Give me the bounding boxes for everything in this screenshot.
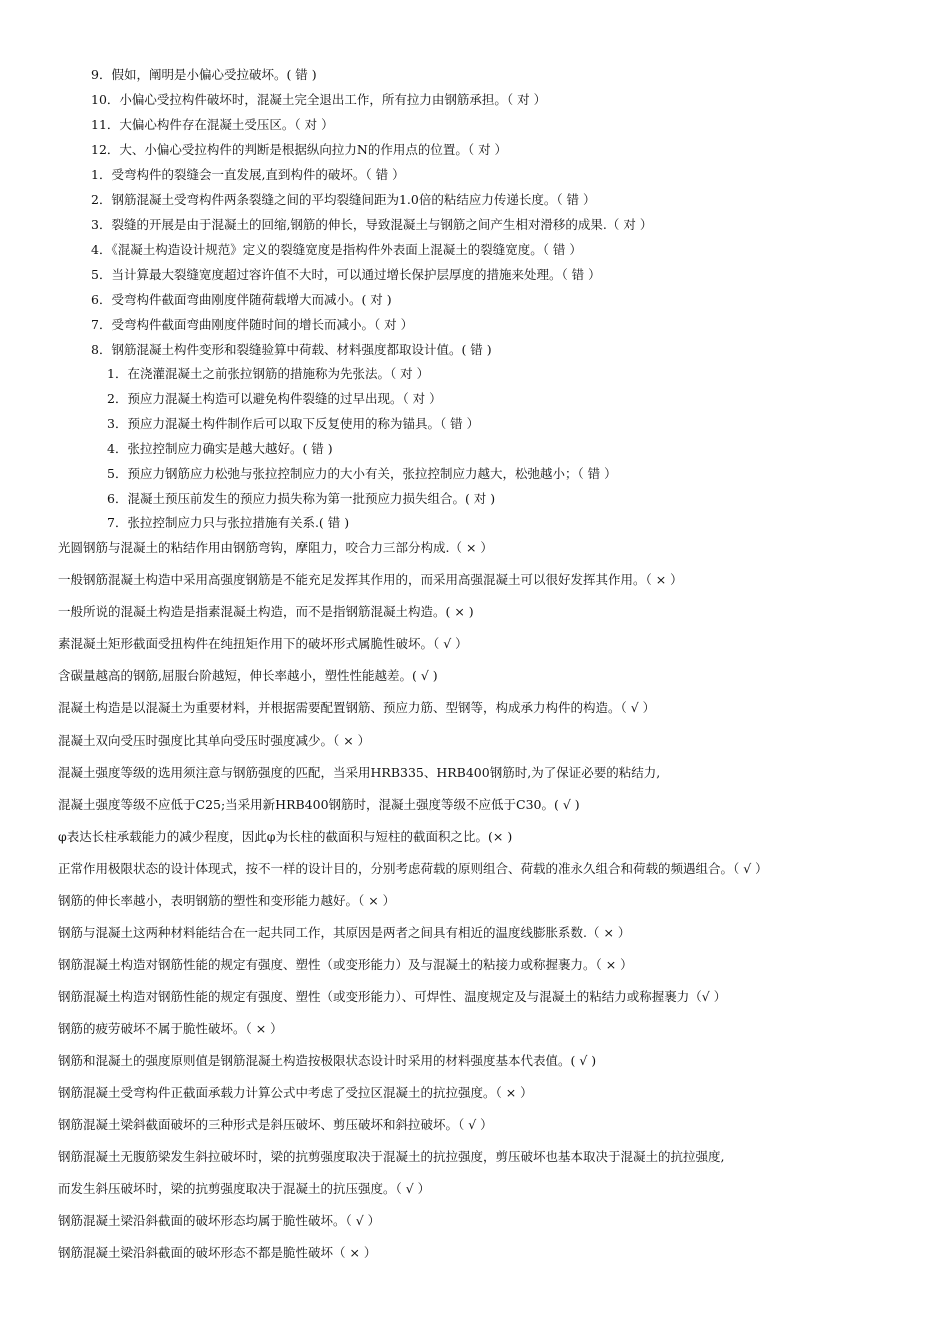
text-line: 钢筋混凝土构造对钢筋性能的规定有强度、塑性（或变形能力）及与混凝土的粘接力或称握裹力。（ × ）	[58, 957, 633, 972]
text-line: 6．混凝土预压前发生的预应力损失称为第一批预应力损失组合。( 对 )	[107, 491, 496, 506]
text-line: 3．预应力混凝土构件制作后可以取下反复使用的称为锚具。（ 错 ）	[107, 416, 480, 431]
text-line: 而发生斜压破坏时，梁的抗剪强度取决于混凝土的抗压强度。（ √ ）	[58, 1181, 431, 1196]
text-line: 3．裂缝的开展是由于混凝土的回缩,钢筋的伸长，导致混凝土与钢筋之间产生相对滑移的成果.（ 对 ）	[91, 217, 653, 232]
text-line: 钢筋混凝土梁沿斜截面的破坏形态不都是脆性破坏（ × ）	[58, 1245, 377, 1260]
text-line: 2．钢筋混凝土受弯构件两条裂缝之间的平均裂缝间距为1.0倍的粘结应力传递长度。（ 错 ）	[91, 192, 596, 207]
text-line: 7．受弯构件截面弯曲刚度伴随时间的增长而减小。（ 对 ）	[91, 317, 414, 332]
text-line: 11．大偏心构件存在混凝土受压区。（ 对 ）	[91, 117, 334, 132]
text-line: 6．受弯构件截面弯曲刚度伴随荷载增大而减小。( 对 )	[91, 292, 392, 307]
text-line: 钢筋的伸长率越小，表明钢筋的塑性和变形能力越好。（ × ）	[58, 893, 396, 908]
text-line: 10．小偏心受拉构件破坏时，混凝土完全退出工作，所有拉力由钢筋承担。（ 对 ）	[91, 92, 547, 107]
text-line: 正常作用极限状态的设计体现式，按不一样的设计目的，分别考虑荷载的原则组合、荷载的准永久组合和荷载的频遇组合。（ √ ）	[58, 861, 768, 876]
text-line: 1．在浇灌混凝土之前张拉钢筋的措施称为先张法。（ 对 ）	[107, 366, 430, 381]
text-line: 含碳量越高的钢筋,屈服台阶越短，伸长率越小，塑性性能越差。( √ )	[58, 668, 438, 683]
text-line: 9．假如，阐明是小偏心受拉破坏。( 错 )	[91, 67, 317, 82]
text-line: 钢筋混凝土梁斜截面破坏的三种形式是斜压破坏、剪压破坏和斜拉破坏。（ √ ）	[58, 1117, 493, 1132]
text-line: 7．张拉控制应力只与张拉措施有关系.( 错 )	[107, 515, 350, 530]
text-line: φ表达长柱承载能力的减少程度，因此φ为长柱的截面积与短柱的截面积之比。(× )	[58, 829, 513, 844]
text-line: 5．当计算最大裂缝宽度超过容许值不大时，可以通过增长保护层厚度的措施来处理。（ 错 ）	[91, 267, 601, 282]
text-line: 钢筋混凝土构造对钢筋性能的规定有强度、塑性（或变形能力）、可焊性、温度规定及与混凝土的粘结力或称握裹力（√ ）	[58, 989, 727, 1004]
text-line: 钢筋的疲劳破坏不属于脆性破坏。（ × ）	[58, 1021, 283, 1036]
text-line: 混凝土构造是以混凝土为重要材料，并根据需要配置钢筋、预应力筋、型钢等，构成承力构件的构造。（ √ ）	[58, 700, 656, 715]
text-line: 1．受弯构件的裂缝会一直发展,直到构件的破坏。（ 错 ）	[91, 167, 405, 182]
text-line: 4．张拉控制应力确实是越大越好。( 错 )	[107, 441, 333, 456]
text-line: 钢筋混凝土无腹筋梁发生斜拉破坏时，梁的抗剪强度取决于混凝土的抗拉强度，剪压破坏也基本取决于混凝土的抗拉强度,	[58, 1149, 725, 1164]
text-line: 8．钢筋混凝土构件变形和裂缝验算中荷载、材料强度都取设计值。( 错 )	[91, 342, 492, 357]
text-line: 混凝土强度等级的选用须注意与钢筋强度的匹配，当采用HRB335、HRB400钢筋时,为了保证必要的粘结力,	[58, 765, 661, 780]
text-line: 2．预应力混凝土构造可以避免构件裂缝的过早出现。（ 对 ）	[107, 391, 442, 406]
text-line: 钢筋与混凝土这两种材料能结合在一起共同工作，其原因是两者之间具有相近的温度线膨胀系数.（ × ）	[58, 925, 631, 940]
text-line: 钢筋混凝土梁沿斜截面的破坏形态均属于脆性破坏。（ √ ）	[58, 1213, 381, 1228]
text-line: 一般所说的混凝土构造是指素混凝土构造，而不是指钢筋混凝土构造。( × )	[58, 604, 474, 619]
text-line: 混凝土双向受压时强度比其单向受压时强度减少。（ × ）	[58, 733, 371, 748]
text-line: 钢筋和混凝土的强度原则值是钢筋混凝土构造按极限状态设计时采用的材料强度基本代表值。( √ )	[58, 1053, 597, 1068]
text-line: 混凝土强度等级不应低于C25;当采用新HRB400钢筋时，混凝土强度等级不应低于C30。( √ )	[58, 797, 580, 812]
text-line: 一般钢筋混凝土构造中采用高强度钢筋是不能充足发挥其作用的，而采用高强混凝土可以很好发挥其作用。（ × ）	[58, 572, 683, 587]
text-line: 素混凝土矩形截面受扭构件在纯扭矩作用下的破坏形式属脆性破坏。（ √ ）	[58, 636, 468, 651]
text-line: 钢筋混凝土受弯构件正截面承载力计算公式中考虑了受拉区混凝土的抗拉强度。（ × ）	[58, 1085, 533, 1100]
text-line: 12．大、小偏心受拉构件的判断是根据纵向拉力N的作用点的位置。（ 对 ）	[91, 142, 508, 157]
text-line: 5．预应力钢筋应力松弛与张拉控制应力的大小有关，张拉控制应力越大，松弛越小；（ 错 ）	[107, 466, 617, 481]
text-line: 4．《混凝土构造设计规范》定义的裂缝宽度是指构件外表面上混凝土的裂缝宽度。（ 错 ）	[91, 242, 582, 257]
text-line: 光圆钢筋与混凝土的粘结作用由钢筋弯钩，摩阻力，咬合力三部分构成.（ × ）	[58, 540, 493, 555]
